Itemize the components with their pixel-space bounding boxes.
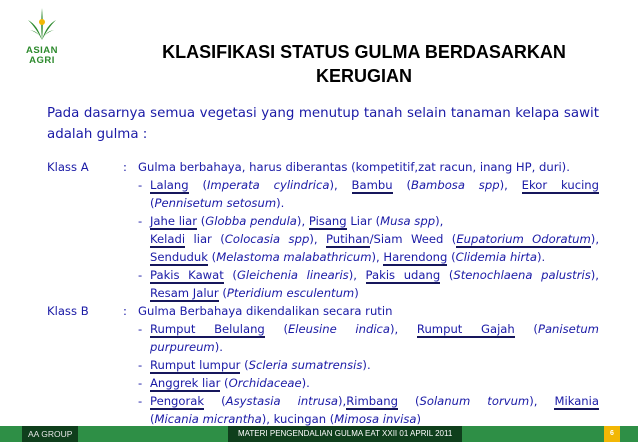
weed-name: kucingan — [273, 412, 327, 426]
klass-b-colon: : — [123, 304, 127, 318]
scientific-name: Musa spp — [380, 214, 436, 228]
klass-b-description: Gulma Berbahaya dikendalikan secara rutin — [138, 304, 393, 318]
list-item-resam: Resam Jalur (Pteridium esculentum) — [150, 286, 359, 300]
weed-name: Pisang — [308, 214, 347, 228]
weed-name: Keladi — [150, 232, 186, 246]
page-title-line-1: KLASIFIKASI STATUS GULMA BERDASARKAN — [162, 42, 566, 62]
weed-name-rest: liar — [193, 232, 212, 246]
list-item-pengorak: Pengorak (Asystasia intrusa),Rimbang (Solanum torvum), Mikania — [150, 394, 599, 408]
weed-name: Rimbang — [346, 394, 398, 408]
weed-name: Anggrek liar — [150, 376, 221, 390]
bullet-dash: - — [138, 178, 143, 192]
list-item-anggrek: Anggrek liar (Orchidaceae). — [150, 376, 310, 390]
footer-title: MATERI PENGENDALIAN GULMA EAT XXII 01 APRIL 2011 — [228, 426, 462, 442]
klass-a-description: Gulma berbahaya, harus diberantas (kompetitif,zat racun, inang HP, duri). — [138, 160, 570, 174]
weed-name: Lalang — [150, 178, 189, 192]
weed-name: Mikania — [554, 394, 599, 408]
list-item-lalang: Lalang (Imperata cylindrica), Bambu (Bambosa spp), Ekor kucing — [150, 178, 599, 192]
scientific-name: Pteridium esculentum — [226, 286, 355, 300]
scientific-name: Clidemia hirta — [455, 250, 537, 264]
footer-bar — [0, 426, 638, 442]
scientific-name: Micania micrantha — [154, 412, 262, 426]
list-item-senduduk: Senduduk (Melastoma malabathricum), Harendong (Clidemia hirta). — [150, 250, 546, 264]
weed-name-rest: Liar — [350, 214, 372, 228]
scientific-name: Asystasia intrusa — [225, 394, 338, 408]
list-item-rumput-lumpur: Rumput lumpur (Scleria sumatrensis). — [150, 358, 371, 372]
bullet-dash: - — [138, 214, 143, 228]
scientific-name: Colocasia spp — [224, 232, 310, 246]
scientific-name: purpureum — [150, 340, 215, 354]
weed-name: Senduduk — [150, 250, 208, 264]
scientific-name: Solanum torvum — [419, 394, 530, 408]
scientific-name: Orchidaceae — [228, 376, 302, 390]
weed-name: Rumput lumpur — [150, 358, 241, 372]
asian-agri-logo — [14, 6, 70, 68]
leaf-logo-icon — [26, 6, 58, 44]
weed-name: Pengorak — [150, 394, 205, 408]
weed-name: Resam Jalur — [150, 286, 219, 300]
weed-name: Pakis udang — [365, 268, 441, 282]
weed-name-rest: /Siam Weed — [369, 232, 444, 246]
list-item-continuation: purpureum). — [150, 340, 223, 354]
weed-name: Putihan — [325, 232, 370, 246]
scientific-name: Panisetum — [537, 322, 599, 336]
scientific-name: Bambosa spp — [410, 178, 500, 192]
scientific-name: Eupatorium Odoratum — [456, 232, 591, 246]
weed-name: Jahe liar — [150, 214, 198, 228]
scientific-name: Stenochlaena palustris — [453, 268, 591, 282]
bullet-dash: - — [138, 376, 143, 390]
weed-name: Ekor kucing — [521, 178, 599, 192]
bullet-dash: - — [138, 358, 143, 372]
scientific-name: Eleusine indica — [287, 322, 391, 336]
scientific-name: Globba pendula — [205, 214, 297, 228]
weed-name: Rumput Gajah — [416, 322, 515, 336]
scientific-name: Pennisetum setosum — [154, 196, 277, 210]
weed-name: Harendong — [383, 250, 448, 264]
scientific-name: Melastoma malabathricum — [216, 250, 372, 264]
list-item-mikania: (Micania micrantha), kucingan (Mimosa invisa) — [150, 412, 422, 426]
scientific-name: Imperata cylindrica — [207, 178, 330, 192]
logo-text-asian: ASIAN — [25, 45, 59, 56]
klass-b-label: Klass B — [47, 304, 89, 318]
scientific-name: Mimosa invisa — [334, 412, 417, 426]
bullet-dash: - — [138, 268, 143, 282]
intro-paragraph: Pada dasarnya semua vegetasi yang menutup tanah selain tanaman kelapa sawit adalah gulma : — [47, 106, 599, 142]
logo-text-agri: AGRI — [29, 55, 55, 66]
list-item-jahe: Jahe liar (Globba pendula), Pisang Liar (Musa spp), — [150, 214, 444, 228]
klass-a-colon: : — [123, 160, 127, 174]
klass-a-label: Klass A — [47, 160, 89, 174]
list-item-keladi: Keladi liar (Colocasia spp), Putihan/Siam Weed (Eupatorium Odoratum), — [150, 232, 600, 246]
weed-name: Rumput Belulang — [150, 322, 265, 336]
footer-group-label: AA GROUP — [22, 426, 78, 442]
page-number: 6 — [604, 426, 620, 442]
bullet-dash: - — [138, 394, 143, 408]
page-title-line-2: KERUGIAN — [315, 66, 412, 86]
weed-name: Pakis Kawat — [150, 268, 224, 282]
bullet-dash: - — [138, 322, 143, 336]
weed-name: Bambu — [351, 178, 393, 192]
list-item-pakis: Pakis Kawat (Gleichenia linearis), Pakis udang (Stenochlaena palustris), — [150, 268, 599, 282]
scientific-name: Gleichenia linearis — [236, 268, 349, 282]
list-item-rumput-belulang: Rumput Belulang (Eleusine indica), Rumput Gajah (Panisetum — [150, 322, 599, 336]
list-item-continuation: (Pennisetum setosum). — [150, 196, 285, 210]
scientific-name: Scleria sumatrensis — [248, 358, 363, 372]
